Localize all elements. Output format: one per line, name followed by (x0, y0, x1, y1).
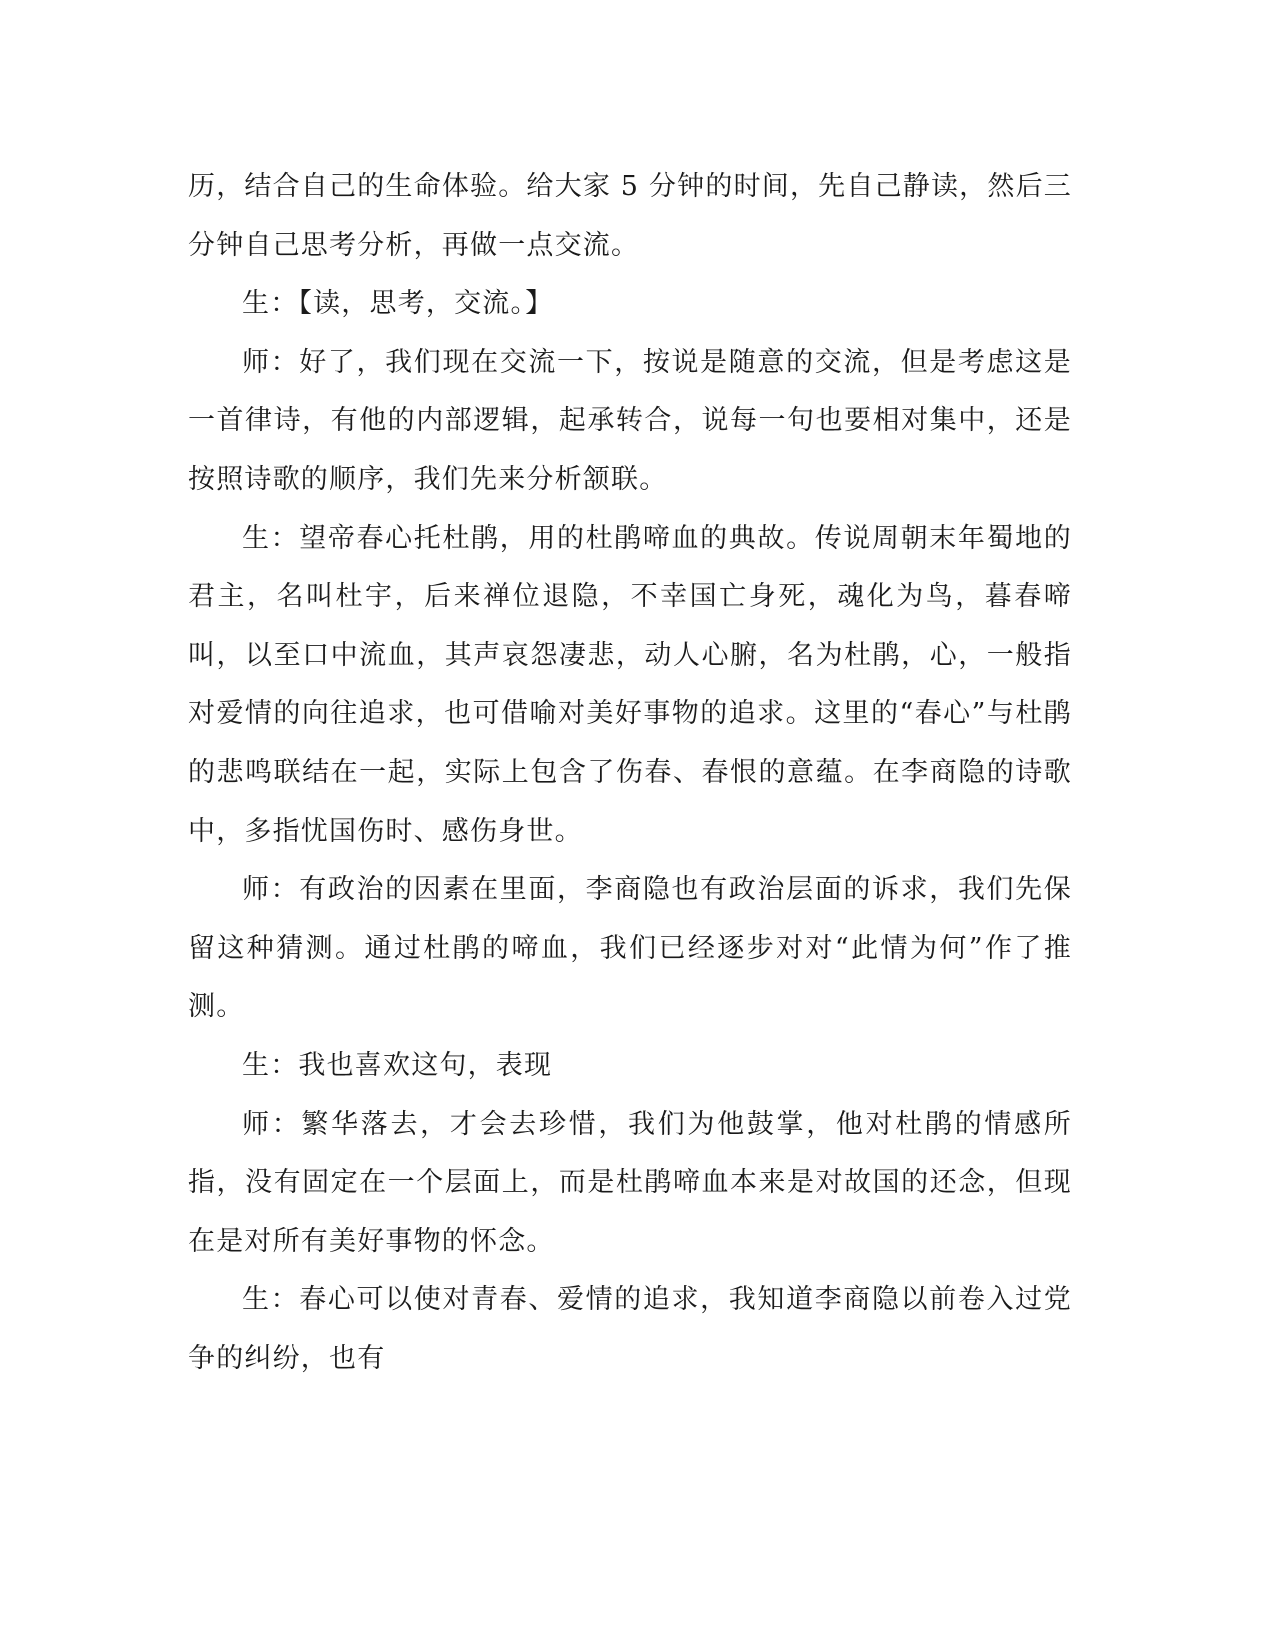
paragraph-continuation: 历，结合自己的生命体验。给大家 5 分钟的时间，先自己静读，然后三分钟自己思考分析，再做一点交流。 (188, 171, 1072, 261)
paragraph-student-3: 生：我也喜欢这句，表现 (242, 1049, 553, 1081)
document-body (188, 158, 1072, 1388)
paragraph-teacher-2: 师：有政治的因素在里面，李商隐也有政治层面的诉求，我们先保留这种猜测。通过杜鹃的啼血，我们已经逐步对对“此情为何”作了推测。 (188, 874, 1072, 1023)
paragraph-teacher-3: 师：繁华落去，才会去珍惜，我们为他鼓掌，他对杜鹃的情感所指，没有固定在一个层面上，而是杜鹃啼血本来是对故国的还念，但现在是对所有美好事物的怀念。 (188, 1108, 1072, 1257)
paragraph-teacher-1: 师：好了，我们现在交流一下，按说是随意的交流，但是考虑这是一首律诗，有他的内部逻辑，起承转合，说每一句也要相对集中，还是按照诗歌的顺序，我们先来分析颔联。 (188, 346, 1072, 495)
paragraph-student-4: 生：春心可以使对青春、爱情的追求，我知道李商隐以前卷入过党争的纠纷，也有 (188, 1284, 1072, 1374)
paragraph-student-1: 生：【读，思考，交流。】 (242, 288, 554, 320)
paragraph-student-2: 生：望帝春心托杜鹃，用的杜鹃啼血的典故。传说周朝末年蜀地的君主，名叫杜宇，后来禅位退隐，不幸国亡身死，魂化为鸟，暮春啼叫，以至口中流血，其声哀怨凄悲，动人心腑，名为杜鹃，心，一般指对爱情的向往追求，也可借喻对美好事物的追求。这里的“春心”与杜鹃的悲鸣联结在一起，实际上包含了伤春、春恨的意蕴。在李商隐的诗歌中，多指忧国伤时、感伤身世。 (188, 522, 1072, 847)
